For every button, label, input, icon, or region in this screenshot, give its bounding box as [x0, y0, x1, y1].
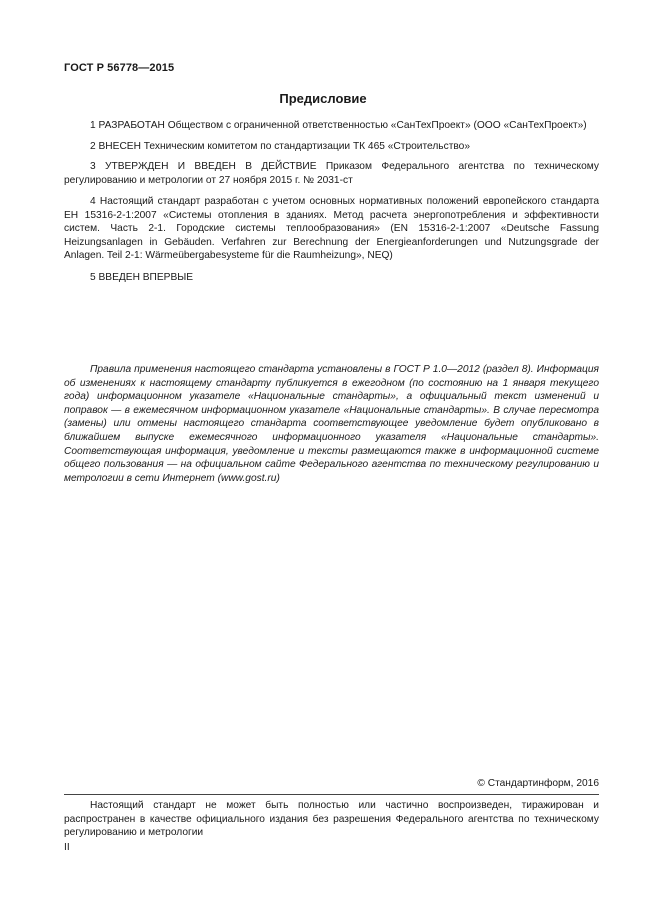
foreword-item-4: 4 Настоящий стандарт разработан с учетом основных нормативных положений европейского стандарта ЕН 15316-2-1:2007 «Системы отопления в зданиях. Метод расчета энергопотребления и эффективности систем. Часть 2-1. Городские системы теплообразования» (EN 15316-2-1:2007 «Deutsche Fassung Heizungsanlagen in Gebäuden. Verfahren zur Berechnung der Energieanforderungen und Nutzungsgrade der Anlagen. Teil 2-1: Wärmeübergabesysteme für die Raumheizung», NEQ)	[64, 196, 599, 261]
divider	[64, 794, 599, 795]
copyright-line: © Стандартинформ, 2016	[477, 778, 599, 789]
application-rules-notice: Правила применения настоящего стандарта установлены в ГОСТ Р 1.0—2012 (раздел 8). Информация об изменениях к настоящему стандарту публикуется в ежегодном (по состоянию на 1 января текущего года) информационном указателе «Национальные стандарты», а официальный текст изменений и поправок — в ежемесячном информационном указателе «Национальные стандарты». В случае пересмотра (замены) или отмены настоящего стандарта соответствующее уведомление будет опубликовано в ближайшем выпуске ежемесячного информационного указателя «Национальные стандарты». Соответствующая информация, уведомление и тексты размещаются также в информационной системе общего пользования — на официальном сайте Федерального агентства по техническому регулированию и метрологии в сети Интернет (www.gost.ru)	[64, 364, 599, 484]
foreword-item-2: 2 ВНЕСЕН Техническим комитетом по стандартизации ТК 465 «Строительство»	[90, 141, 470, 152]
page-title: Предисловие	[279, 91, 367, 106]
reproduction-notice: Настоящий стандарт не может быть полностью или частично воспроизведен, тиражирован и распространен в качестве официального издания без разрешения Федерального агентства по техническому регулированию и метрологии	[64, 800, 599, 838]
foreword-item-3: 3 УТВЕРЖДЕН И ВВЕДЕН В ДЕЙСТВИЕ Приказом Федерального агентства по техническому регулированию и метрологии от 27 ноября 2015 г. № 2031-ст	[64, 161, 599, 186]
page-number: II	[64, 842, 70, 853]
foreword-item-1: 1 РАЗРАБОТАН Обществом с ограниченной ответственностью «СанТехПроект» (ООО «СанТехПроект»)	[90, 120, 587, 131]
document-code-header: ГОСТ Р 56778—2015	[64, 62, 175, 74]
foreword-item-5: 5 ВВЕДЕН ВПЕРВЫЕ	[90, 272, 194, 283]
